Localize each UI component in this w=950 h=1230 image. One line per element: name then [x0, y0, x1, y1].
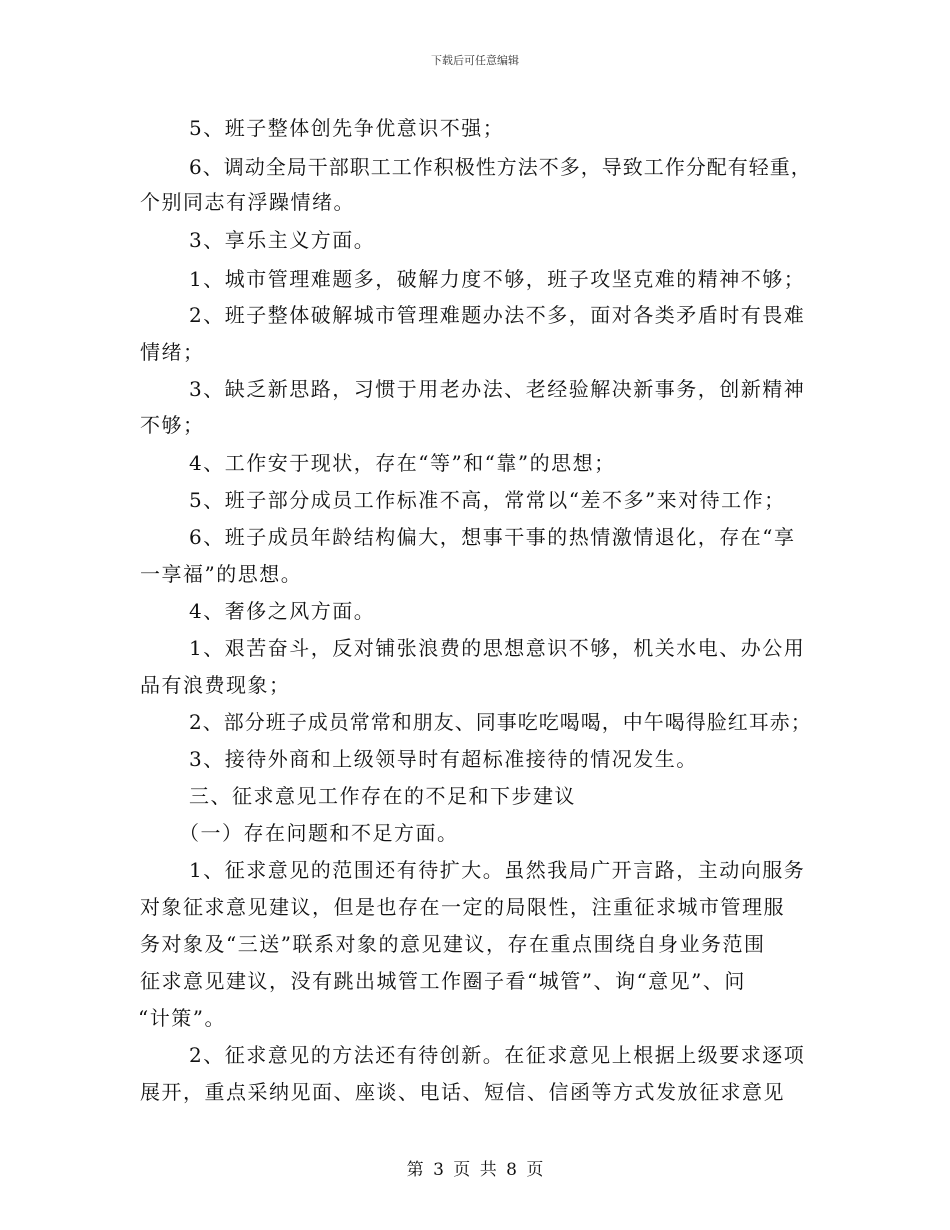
paragraph-line: 对象征求意见建议，但是也存在一定的局限性，注重征求城市管理服: [140, 895, 785, 919]
paragraph-line: 品有浪费现象；: [140, 673, 291, 697]
paragraph-line: 务对象及“三送”联系对象的意见建议，存在重点围绕自身业务范围: [140, 932, 766, 956]
paragraph-line: 一享福”的思想。: [140, 562, 303, 586]
paragraph-line: 1、征求意见的范围还有待扩大。虽然我局广开言路，主动向服务: [189, 858, 806, 882]
paragraph-line: 不够；: [140, 413, 205, 437]
paragraph-line: 6、调动全局干部职工工作积极性方法不多，导致工作分配有轻重，: [189, 155, 812, 179]
paragraph-line: 征求意见建议，没有跳出城管工作圈子看“城管”、询“意见”、问: [140, 969, 746, 993]
section-heading: 三、征求意见工作存在的不足和下步建议: [189, 784, 576, 808]
paragraph-line: 1、城市管理难题多，破解力度不够，班子攻坚克难的精神不够；: [189, 267, 806, 291]
paragraph-line: 2、部分班子成员常常和朋友、同事吃吃喝喝，中午喝得脸红耳赤；: [189, 710, 812, 734]
paragraph-line: 个别同志有浮躁情绪。: [140, 190, 355, 214]
section-heading: 4、奢侈之风方面。: [189, 599, 376, 623]
paragraph-line: 5、班子整体创先争优意识不强；: [189, 116, 505, 140]
paragraph-line: 5、班子部分成员工作标准不高，常常以“差不多”来对待工作；: [189, 488, 786, 512]
paragraph-line: 3、缺乏新思路，习惯于用老办法、老经验解决新事务，创新精神: [189, 377, 806, 401]
subsection-heading: （一）存在问题和不足方面。: [179, 821, 459, 845]
paragraph-line: 6、班子成员年龄结构偏大，想事干事的热情激情退化，存在“享: [189, 525, 796, 549]
paragraph-line: “计策”。: [138, 1006, 226, 1030]
paragraph-line: 1、艰苦奋斗，反对铺张浪费的思想意识不够，机关水电、办公用: [189, 636, 806, 660]
paragraph-line: 情绪；: [140, 340, 205, 364]
paragraph-line: 4、工作安于现状，存在“等”和“靠”的思想；: [189, 451, 616, 475]
paragraph-line: 2、班子整体破解城市管理难题办法不多，面对各类矛盾时有畏难: [189, 303, 806, 327]
paragraph-line: 展开，重点采纳见面、座谈、电话、短信、信函等方式发放征求意见: [140, 1080, 785, 1104]
paragraph-line: 3、接待外商和上级领导时有超标准接待的情况发生。: [189, 747, 698, 771]
paragraph-line: 2、征求意见的方法还有待创新。在征求意见上根据上级要求逐项: [189, 1043, 806, 1067]
section-heading: 3、享乐主义方面。: [189, 228, 376, 252]
page-number-footer: 第 3 页 共 8 页: [406, 1160, 544, 1180]
page-header-note: 下载后可任意编辑: [431, 54, 519, 67]
